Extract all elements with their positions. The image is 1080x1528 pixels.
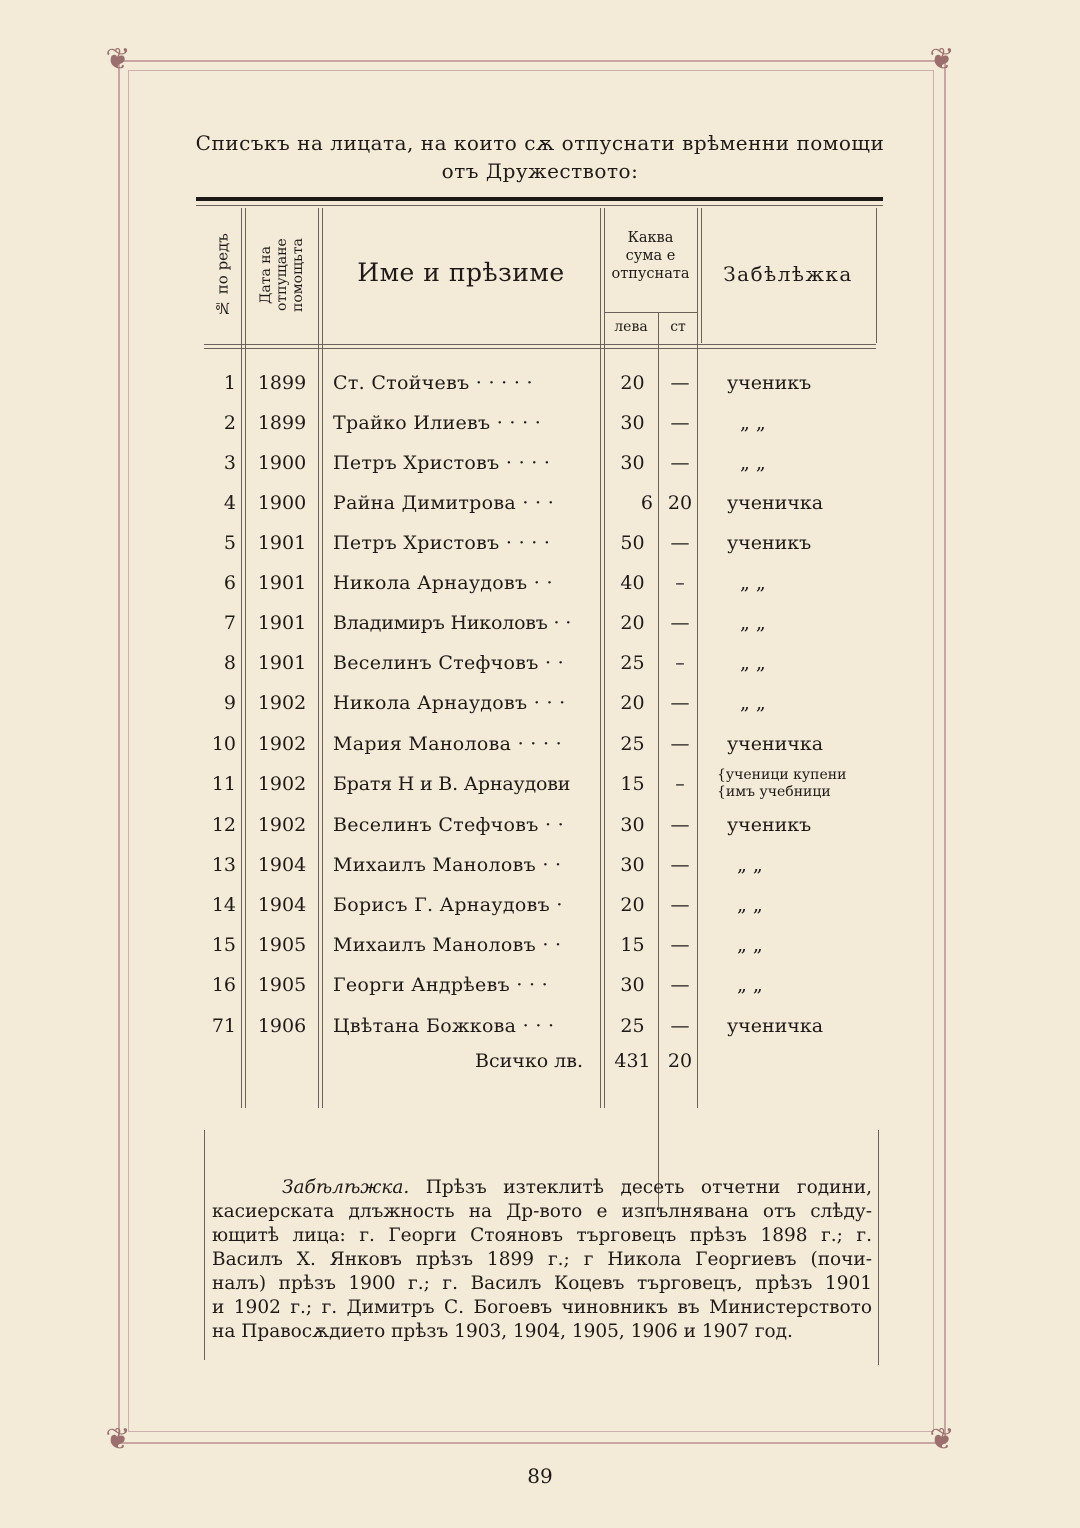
row-leva: 30 (620, 814, 645, 836)
row-year: 1901 (257, 652, 307, 674)
row-number: 13 (211, 854, 236, 876)
table-row (200, 1006, 880, 1046)
column-divider (876, 208, 877, 343)
row-note: ученичка (727, 1015, 824, 1037)
row-name: Трайко Илиевъ · · · · (333, 412, 542, 434)
row-name: Михаилъ Маноловъ · · (333, 854, 562, 876)
row-leva: 30 (620, 412, 645, 434)
row-leva: 6 (640, 492, 653, 514)
row-st: — (670, 1015, 690, 1037)
title-line-2: отъ Дружеството: (441, 159, 639, 183)
row-leva: 20 (620, 612, 645, 634)
row-number: 6 (223, 572, 236, 594)
row-note: „ „ (737, 854, 763, 876)
row-number: 15 (211, 934, 236, 956)
table-row (200, 643, 880, 683)
row-leva: 30 (620, 452, 645, 474)
total-leva: 431 (614, 1050, 651, 1072)
row-number: 14 (211, 894, 236, 916)
row-note-line: {ученици купени (717, 767, 847, 783)
row-name: Борисъ Г. Арнаудовъ · (333, 894, 563, 916)
total-st: 20 (667, 1050, 693, 1072)
row-number: 9 (223, 692, 236, 714)
header-note: Забѣлѣжка (723, 262, 853, 286)
row-leva: 15 (620, 934, 645, 956)
row-number: 71 (211, 1015, 236, 1037)
corner-ornament-icon: ❦ (105, 1422, 131, 1457)
footnote-line: налъ) прѣзъ 1900 г.; г. Василъ Коцевъ търговецъ, прѣзъ 1901 (212, 1273, 872, 1294)
row-note-line: {имъ учебници (717, 784, 831, 800)
row-year: 1902 (257, 773, 307, 795)
row-st: — (670, 412, 690, 434)
row-number: 3 (223, 452, 236, 474)
row-year: 1901 (257, 532, 307, 554)
footnote-line (212, 1176, 872, 1200)
row-name: Михаилъ Маноловъ · · (333, 934, 562, 956)
footnote-paragraph (212, 1176, 872, 1344)
note-border-left (204, 1130, 205, 1360)
note-border-right (878, 1130, 879, 1365)
row-st: – (675, 572, 685, 594)
row-st: — (670, 894, 690, 916)
row-note: ученикъ (727, 532, 812, 554)
row-number: 12 (211, 814, 236, 836)
header-date: Дата на отпущане помощьта (258, 238, 306, 312)
row-name: Веселинъ Стефчовъ · · (333, 652, 565, 674)
total-label: Всичко лв. (475, 1050, 583, 1072)
row-name: Райна Димитрова · · · (333, 492, 555, 514)
header-amount (604, 229, 697, 283)
row-name: Георги Андрѣевъ · · · (333, 974, 549, 996)
row-st: – (675, 652, 685, 674)
table-row (200, 925, 880, 965)
row-number: 4 (223, 492, 236, 514)
table-row (200, 443, 880, 483)
row-st: — (670, 532, 690, 554)
footnote-line: и 1902 г.; г. Димитръ С. Богоевъ чиновникъ въ Министерството (212, 1297, 872, 1318)
header-amount-line: сума е (625, 248, 676, 264)
title-line-1: Списъкъ на лицата, на които сѫ отпуснати врѣменни помощи (195, 131, 885, 155)
row-leva: 25 (620, 652, 645, 674)
table-row (200, 603, 880, 643)
table-row (200, 523, 880, 563)
footnote-heading: Забѣлѣжка. (282, 1177, 410, 1198)
row-year: 1900 (257, 452, 307, 474)
row-note: „ „ (740, 452, 766, 474)
corner-ornament-icon: ❦ (929, 1422, 955, 1457)
corner-ornament-icon: ❦ (105, 42, 131, 77)
row-note: ученичка (727, 492, 824, 514)
row-name: Петръ Христовъ · · · · (333, 452, 551, 474)
table-row (200, 724, 880, 764)
row-name: Петръ Христовъ · · · · (333, 532, 551, 554)
row-note: „ „ (737, 894, 763, 916)
row-year: 1900 (257, 492, 307, 514)
row-st: — (670, 814, 690, 836)
row-leva: 20 (620, 372, 645, 394)
row-year: 1906 (257, 1015, 307, 1037)
row-year: 1902 (257, 814, 307, 836)
row-name: Ст. Стойчевъ · · · · · (333, 372, 533, 394)
row-year: 1905 (257, 934, 307, 956)
row-note: „ „ (740, 572, 766, 594)
row-leva: 20 (620, 692, 645, 714)
row-leva: 30 (620, 974, 645, 996)
row-name: Никола Арнаудовъ · · · (333, 692, 566, 714)
row-note: ученикъ (727, 372, 812, 394)
row-leva: 15 (620, 773, 645, 795)
row-st: — (670, 452, 690, 474)
row-number: 16 (211, 974, 236, 996)
row-note: „ „ (740, 652, 766, 674)
row-leva: 20 (620, 894, 645, 916)
table-row (200, 563, 880, 603)
table-row (200, 403, 880, 443)
page-number: 89 (527, 1464, 553, 1488)
row-year: 1899 (257, 372, 307, 394)
footnote-line: Василъ Х. Янковъ прѣзъ 1899 г.; г Никола Георгиевъ (почи- (212, 1249, 872, 1270)
row-note: „ „ (737, 934, 763, 956)
table-row (200, 805, 880, 845)
title-rule-thin (196, 205, 883, 206)
row-name: Владимиръ Николовъ · · (333, 612, 572, 634)
row-leva: 25 (620, 1015, 645, 1037)
row-year: 1899 (257, 412, 307, 434)
row-number: 2 (223, 412, 236, 434)
table-row (200, 965, 880, 1005)
row-year: 1902 (257, 692, 307, 714)
row-note (717, 767, 867, 801)
row-year: 1901 (257, 572, 307, 594)
row-number: 7 (223, 612, 236, 634)
row-leva: 50 (620, 532, 645, 554)
corner-ornament-icon: ❦ (929, 42, 955, 77)
header-amount-line: отпусната (611, 266, 690, 282)
row-note: „ „ (740, 612, 766, 634)
footnote-text: Прѣзъ изтеклитѣ десеть отчетни години, (425, 1177, 872, 1198)
row-st: — (670, 934, 690, 956)
row-leva: 25 (620, 733, 645, 755)
header-rule (204, 344, 876, 345)
row-st: — (670, 692, 690, 714)
row-note: ученичка (727, 733, 824, 755)
row-name: Никола Арнаудовъ · · (333, 572, 553, 594)
header-leva: лева (614, 319, 648, 335)
row-st: — (670, 372, 690, 394)
row-st: — (670, 733, 690, 755)
row-year: 1904 (257, 894, 307, 916)
row-st: — (670, 974, 690, 996)
row-number: 11 (211, 773, 236, 795)
table-row (200, 483, 880, 523)
row-number: 1 (223, 372, 236, 394)
row-st: — (670, 612, 690, 634)
row-name: Мария Манолова · · · · (333, 733, 562, 755)
row-number: 5 (223, 532, 236, 554)
row-name: Веселинъ Стефчовъ · · (333, 814, 565, 836)
row-number: 8 (223, 652, 236, 674)
footnote-line: ющитѣ лица: г. Георги Стояновъ търговецъ прѣзъ 1898 г.; г. (212, 1225, 872, 1246)
row-note: „ „ (737, 974, 763, 996)
row-name: Цвѣтана Божкова · · · (333, 1015, 555, 1037)
row-year: 1902 (257, 733, 307, 755)
row-st: 20 (667, 492, 693, 514)
row-year: 1904 (257, 854, 307, 876)
row-note: „ „ (740, 692, 766, 714)
row-name: Братя Н и В. Арнаудови (333, 773, 571, 795)
amount-subheader-rule (604, 312, 697, 313)
table-row (200, 845, 880, 885)
row-year: 1901 (257, 612, 307, 634)
footnote-line: касиерската длъжность на Др-вото е изпълнявана отъ слѣду- (212, 1201, 872, 1222)
row-leva: 30 (620, 854, 645, 876)
row-leva: 40 (620, 572, 645, 594)
table-row (200, 764, 880, 804)
footnote-line: на Правосѫдието прѣзъ 1903, 1904, 1905, 1906 и 1907 год. (212, 1321, 793, 1342)
header-st: ст (670, 319, 686, 335)
row-note: „ „ (740, 412, 766, 434)
header-name: Име и прѣзиме (357, 258, 565, 287)
row-note: ученикъ (727, 814, 812, 836)
page-title (190, 129, 890, 185)
row-number: 10 (211, 733, 236, 755)
row-year: 1905 (257, 974, 307, 996)
header-rule (204, 348, 876, 349)
header-amount-line: Каква (627, 230, 674, 246)
table-row (200, 885, 880, 925)
table-row (200, 363, 880, 403)
title-rule (196, 197, 883, 201)
header-number: № по редъ (213, 233, 232, 317)
table-row (200, 683, 880, 723)
row-st: – (675, 773, 685, 795)
row-st: — (670, 854, 690, 876)
